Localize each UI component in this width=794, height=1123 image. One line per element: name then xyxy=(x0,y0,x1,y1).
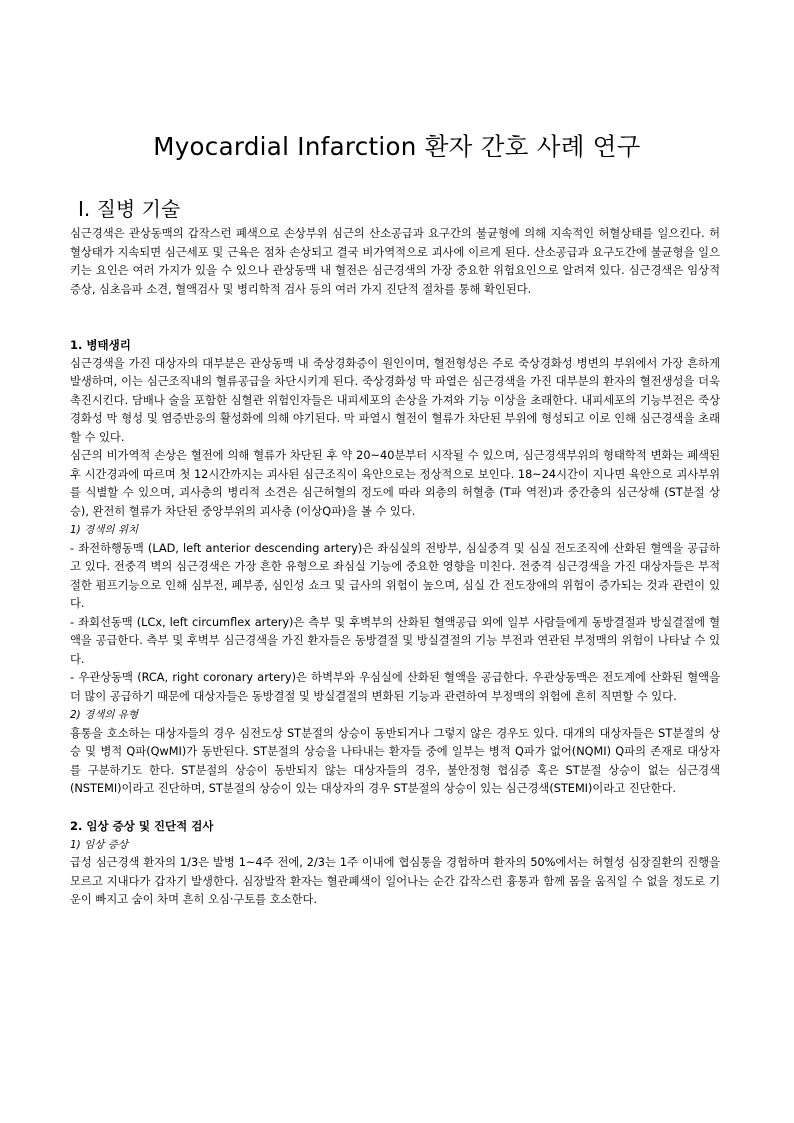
document-title: Myocardial Infarction 환자 간호 사례 연구 xyxy=(153,132,641,161)
pathophysiology-paragraph-2: 심근의 비가역적 손상은 혈전에 의해 혈류가 차단된 후 약 20~40분부터 시작될 수 있으며, 심근경색부위의 형태학적 변화는 폐색된 후 시간경과에 따르며 첫 12시간까지는 괴사된 심근조직이 육안으로는 정상적으로 보인다. 18~24시간이 지나면 육안으로 괴사부위를 식별할 수 있으며, 괴사층의 병리적 소견은 심근허혈의 정도에 따라 외층의 허혈층 (T파 역전)과 중간층의 심근상해 (ST분절 상승), 완전히 혈류가 차단된 중앙부위의 괴사층 (이상Q파)을 볼 수 있다. xyxy=(70,449,720,518)
section-heading-disease-description: Ⅰ. 질병 기술 xyxy=(78,197,181,221)
intro-paragraph: 심근경색은 관상동맥의 갑작스런 폐색으로 손상부위 심근의 산소공급과 요구간의 불균형에 의해 지속적인 허혈상태를 일으킨다. 허혈상태가 지속되면 심근세포 및 근육은 점차 손상되고 결국 비가역적으로 괴사에 이르게 된다. 산소공급과 요구도간에 불균형을 일으키는 요인은 여러 가지가 있을 수 있으나 관상동맥 내 혈전은 심근경색의 가장 중요한 위험요인으로 알려져 있다. 심근경색은 임상적 증상, 심초음파 소견, 혈액검사 및 병리학적 검사 등의 여러 가지 진단적 절차를 통해 확인된다. xyxy=(70,227,720,296)
paragraph-lad: - 좌전하행동맥 (LAD, left anterior descending artery)은 좌심실의 전방부, 심실중격 및 심실 전도조직에 산화된 혈액을 공급하고 있다. 전중격 벽의 심근경색은 가장 흔한 유형으로 좌심실 기능에 중요한 영향을 미친다. 전중격 심근경색을 가진 대상자들은 부적절한 펌프기능으로 인해 심부전, 폐부종, 심인성 쇼크 및 급사의 위험이 높으며, 심실 간 전도장애의 위험이 증가되는 것과 관련이 있다. xyxy=(70,541,720,610)
pathophysiology-paragraph-1: 심근경색을 가진 대상자의 대부분은 관상동맥 내 죽상경화증이 원인이며, 혈전형성은 주로 죽상경화성 병변의 부위에서 가장 흔하게 발생하며, 이는 심근조직내의 혈류공급을 차단시키게 된다. 죽상경화성 막 파열은 심근경색을 가진 대부분의 환자의 혈전생성을 더욱 촉진시킨다. 담배나 술을 포함한 심혈관 위험인자들은 내피세포의 손상을 가져와 기능 이상을 초래한다. 내피세포의 기능부전은 죽상경화성 막 형성 및 염증반응의 활성화에 의해 야기된다. 막 파열시 혈전이 혈류가 차단된 부위에 형성되고 이로 인해 심근경색을 초래할 수 있다. xyxy=(70,356,720,444)
subsection-heading-clinical-symptoms: 2. 임상 증상 및 진단적 검사 xyxy=(70,819,214,833)
body-text xyxy=(70,225,720,910)
sub-heading-infarct-type: 2) 경색의 유형 xyxy=(70,709,139,721)
paragraph-rca: - 우관상동맥 (RCA, right coronary artery)은 하벽부와 우심실에 산화된 혈액을 공급한다. 우관상동맥은 전도계에 산화된 혈액을 더 많이 공급하기 때문에 대상자들은 동방결절 및 방실결절의 변화된 기능과 관련하여 부정맥의 위험에 흔히 직면할 수 있다. xyxy=(70,671,720,703)
paragraph-infarct-type: 흉통을 호소하는 대상자들의 경우 심전도상 ST분절의 상승이 동반되거나 그렇지 않은 경우도 있다. 대개의 대상자들은 ST분절의 상승 및 병적 Q파(QwMI)가 동반된다. ST분절의 상승을 나타내는 환자들 중에 일부는 병적 Q파가 없어(NQMI) Q파의 존재로 대상자를 구분하기도 한다. ST분절의 상승이 동반되지 않는 대상자들의 경우, 불안정형 협심증 혹은 ST분절 상승이 없는 심근경색(NSTEMI)이라고 진단하며, ST분절의 상승이 있는 대상자의 경우 ST분절의 상승이 있는 심근경색(STEMI)이라고 진단한다. xyxy=(70,726,720,795)
subsection-heading-pathophysiology: 1. 병태생리 xyxy=(70,338,131,352)
sub-heading-clinical-symptoms: 1) 임상 증상 xyxy=(70,838,129,851)
sub-heading-infarct-location: 1) 경색의 위치 xyxy=(70,524,139,536)
paragraph-lcx: - 좌회선동맥 (LCx, left circumflex artery)은 측부 및 후벽부의 산화된 혈액공급 외에 일부 사람들에게 동방결절과 방실결절에 혈액을 공급한다. 측부 및 후벽부 심근경색을 가진 환자들은 동방결절 및 방실결절의 기능 부전과 연관된 부정맥의 위험이 나타날 수 있다. xyxy=(70,615,720,666)
paragraph-clinical-symptoms: 급성 심근경색 환자의 1/3은 발병 1~4주 전에, 2/3는 1주 이내에 협심통을 경험하며 환자의 50%에서는 허혈성 심장질환의 진행을 모르고 지내다가 갑자기 발생한다. 심장발작 환자는 혈관폐색이 일어나는 순간 갑작스런 흉통과 함께 몸을 움직일 수 없을 정도로 기운이 빠지고 숨이 차며 흔히 오심·구토를 호소한다. xyxy=(70,856,720,906)
